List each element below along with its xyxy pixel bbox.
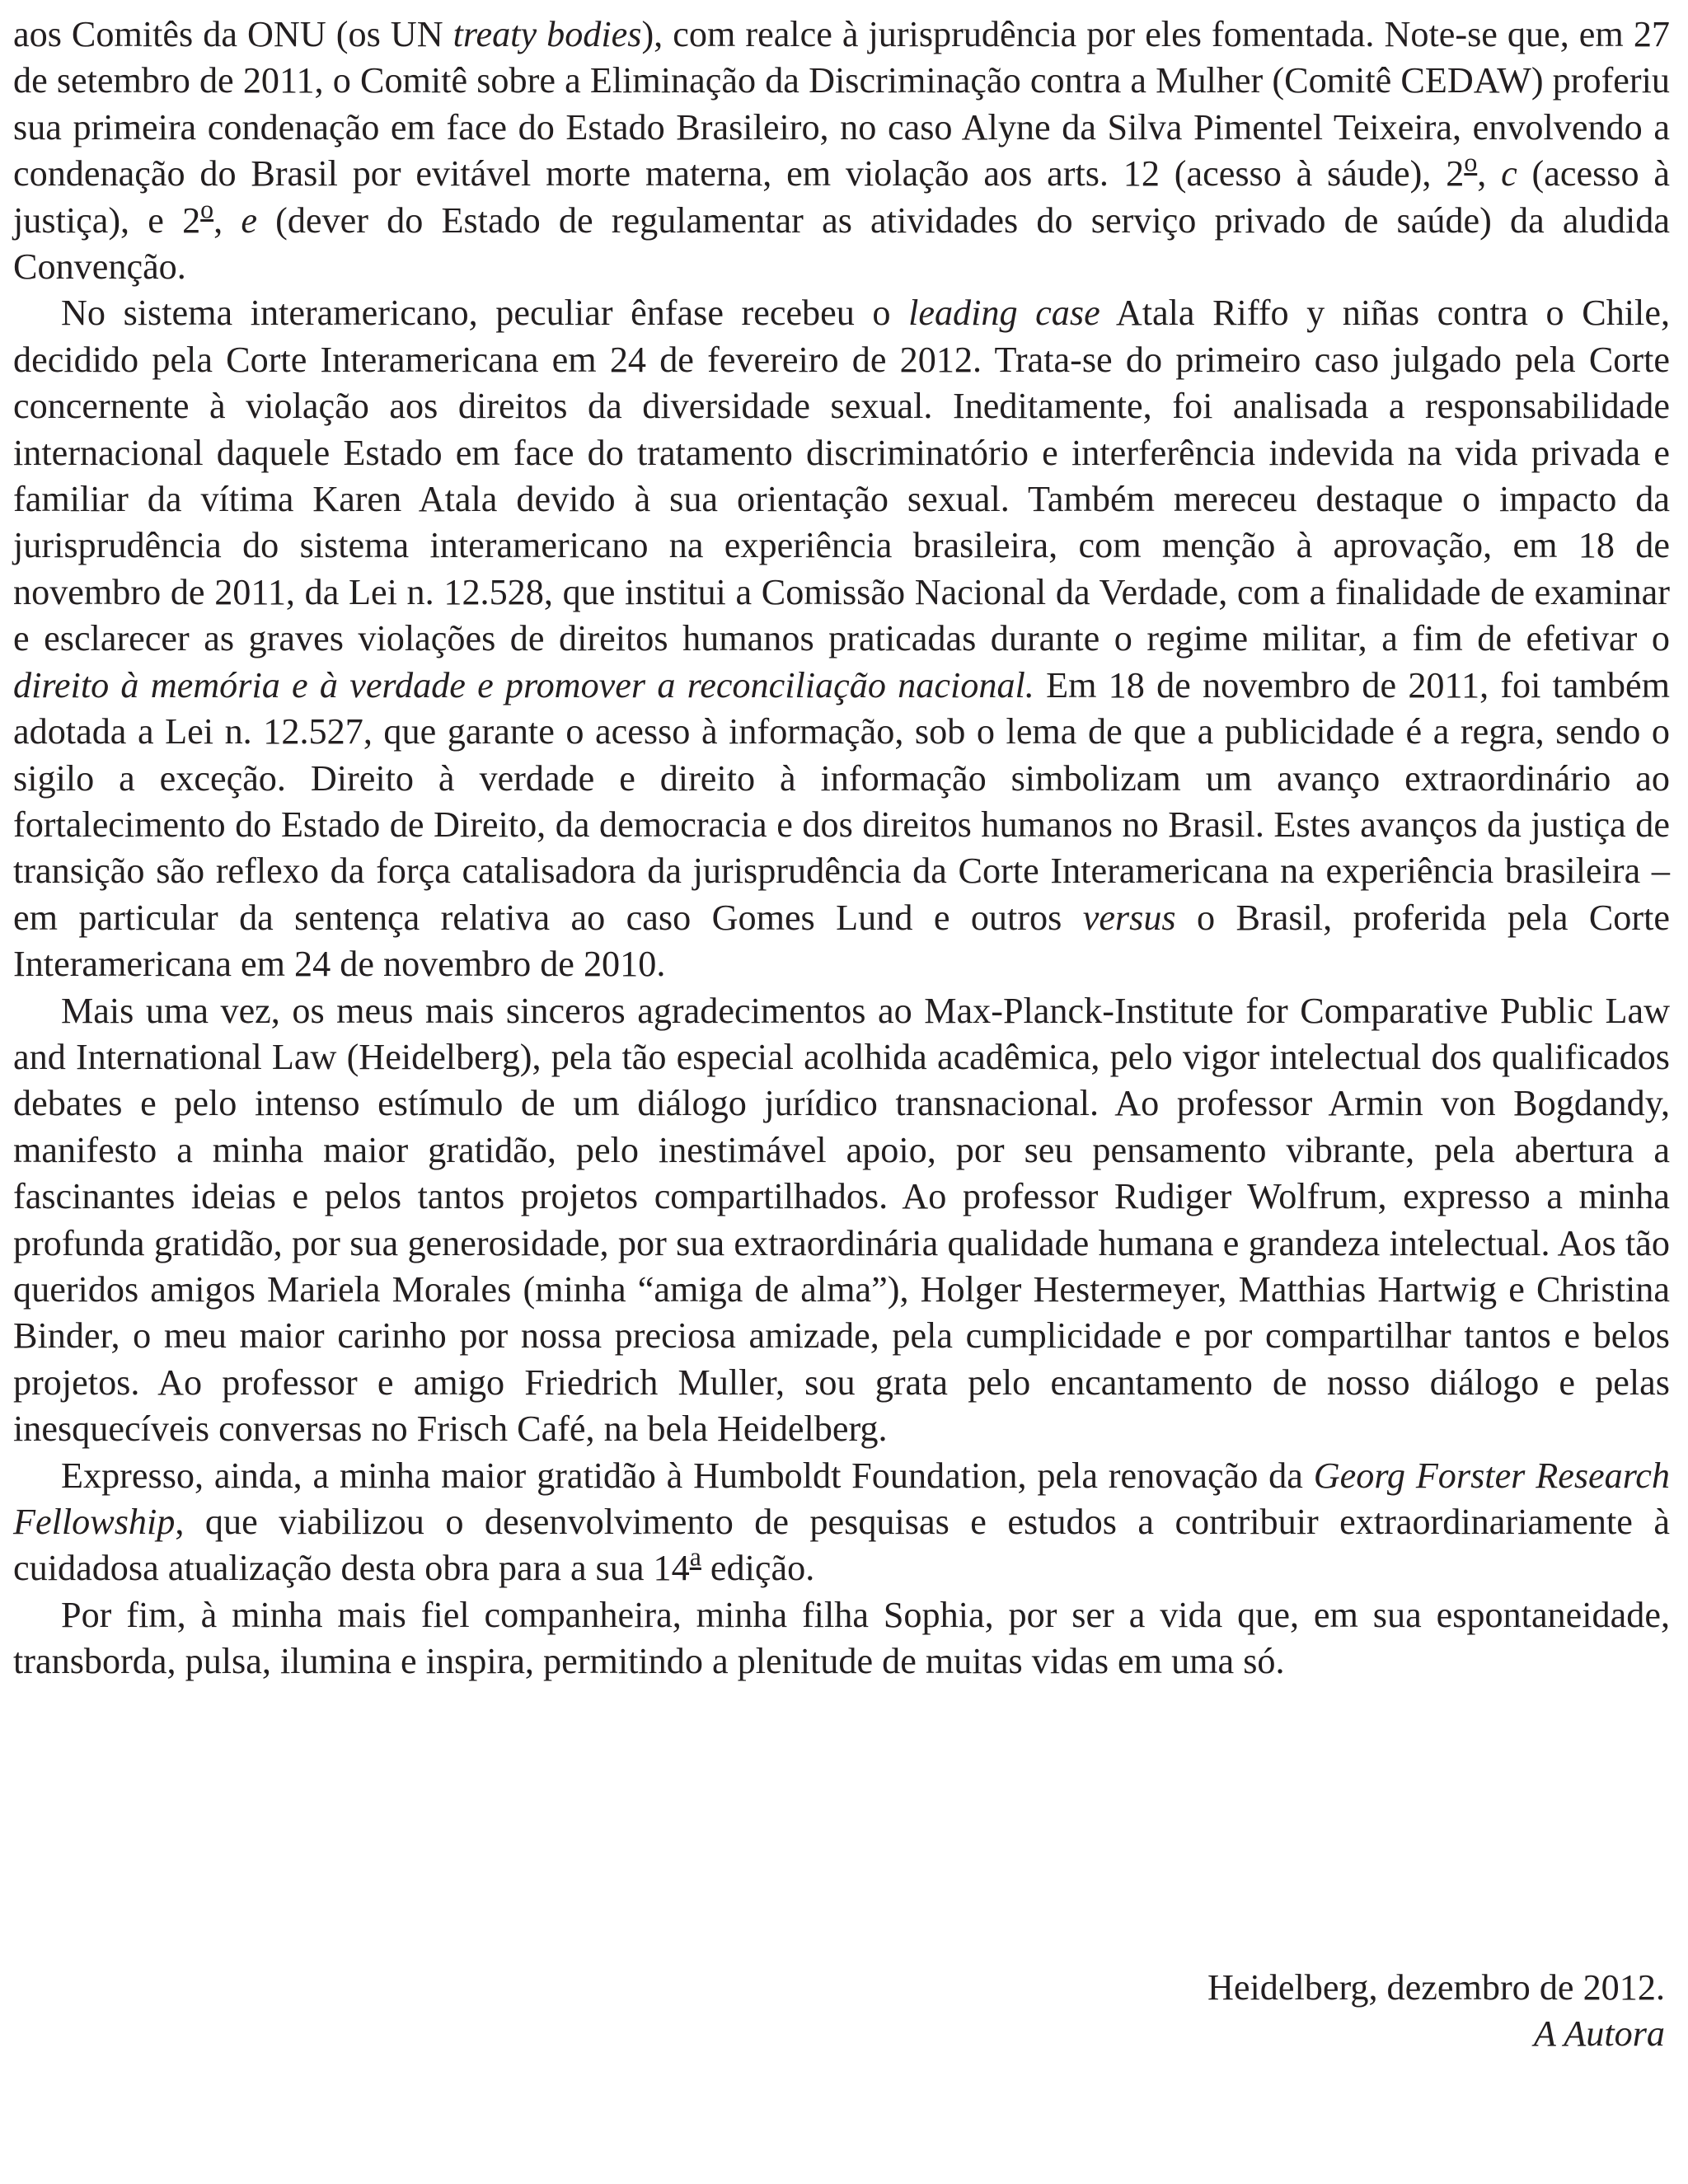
paragraph xyxy=(13,1453,1670,1592)
italic-run: e xyxy=(241,199,257,241)
italic-run: c xyxy=(1501,153,1517,194)
italic-run: versus xyxy=(1082,897,1176,938)
text-run: Mais uma vez, os meus mais sinceros agradecimentos ao Max-Planck-Institute for Comparative Public Law and International Law (Heidelberg), pela tão especial acolhida acadêmica, pelo vigor intelectual dos qualificados debates e pelo intenso estímulo de um diálogo jurídico transnacional. Ao professor Armin von Bogdandy, manifesto a minha maior gratidão, pelo inestimável apoio, por seu pensamento vibrante, pela abertura a fascinantes ideias e pelos tantos projetos compartilhados. Ao professor Rudiger Wolfrum, expresso a minha profunda gratidão, por sua generosidade, por sua extraordinária qualidade humana e grandeza intelectual. Aos tão queridos amigos Mariela Morales (minha “amiga de alma”), Holger Hestermeyer, Matthias Hartwig e Christina Binder, o meu maior carinho por nossa preciosa amizade, pela cumplicidade e por compartilhar tantos e belos projetos. Ao professor e amigo Friedrich Muller, sou grata pelo encantamento de nosso diálogo e pelas inesquecíveis conversas no Frisch Café, na bela Heidelberg. xyxy=(13,990,1670,1450)
italic-run: direito à memória e à verdade e promover a reconciliação nacional. xyxy=(13,664,1034,705)
italic-run: Georg Forster Research Fellowship xyxy=(13,1455,1670,1542)
text-run: , xyxy=(1477,153,1502,194)
text-run: , xyxy=(213,199,241,241)
ordinal-indicator: o xyxy=(200,194,214,224)
ordinal-indicator: a xyxy=(689,1542,701,1572)
text-run: (acesso à justiça), e 2 xyxy=(13,153,1670,241)
text-run: No sistema interamericano, peculiar ênfase recebeu o xyxy=(61,293,909,334)
text-run: Atala Riffo y niñas contra o Chile, decidido pela Corte Interamericana em 24 de fevereiro de 2012. Trata-se do primeiro caso julgado pela Corte concernente à violação aos direitos da diversidade sexual. Ineditamente, foi analisada a responsabilidade internacional daquele Estado em face do tratamento discriminatório e interferência indevida na vida privada e familiar da vítima Karen Atala devido à sua orientação sexual. Também mereceu destaque o impacto da jurisprudência do sistema interamericano na experiência brasileira, com menção à aprovação, em 18 de novembro de 2011, da Lei n. 12.528, que institui a Comissão Nacional da Verdade, com a finalidade de examinar e esclarecer as graves violações de direitos humanos praticadas durante o regime militar, a fim de efetivar o xyxy=(13,293,1670,659)
body-text xyxy=(13,12,1670,1685)
text-run: (dever do Estado de regulamentar as atividades do serviço privado de saúde) da aludida Convenção. xyxy=(13,199,1670,288)
paragraph xyxy=(13,12,1670,290)
italic-run: treaty bodies xyxy=(452,14,642,54)
paragraph xyxy=(13,988,1670,1453)
paragraph xyxy=(13,1592,1670,1685)
paragraph xyxy=(13,290,1670,987)
text-run: aos Comitês da ONU (os UN xyxy=(13,14,453,54)
text-run: ), com realce à jurisprudência por eles fomentada. Note-se que, em 27 de setembro de 2011, o Comitê sobre a Eliminação da Discriminação contra a Mulher (Comitê CEDAW) proferiu sua primeira condenação em face do Estado Brasileiro, no caso Alyne da Silva Pimentel Teixeira, envolvendo a condenação do Brasil por evitável morte materna, em violação aos arts. 12 (acesso à sáude), 2 xyxy=(13,14,1671,194)
ordinal-indicator: o xyxy=(1464,148,1478,177)
italic-run: leading case xyxy=(908,293,1100,334)
text-run: , que viabilizou o desenvolvimento de pesquisas e estudos a contribuir extraordinariamente à cuidadosa atualização desta obra para a sua 14 xyxy=(13,1502,1670,1589)
text-run: o Brasil, proferida pela Corte Interamericana em 24 de novembro de 2010. xyxy=(13,897,1670,985)
text-run: Por fim, à minha mais fiel companheira, minha filha Sophia, por ser a vida que, em sua espontaneidade, transborda, pulsa, ilumina e inspira, permitindo a plenitude de muitas vidas em uma só. xyxy=(13,1594,1670,1682)
text-run: Em 18 de novembro de 2011, foi também adotada a Lei n. 12.527, que garante o acesso à informação, sob o lema de que a publicidade é a regra, sendo o sigilo a exceção. Direito à verdade e direito à informação simbolizam um avanço extraordinário ao fortalecimento do Estado de Direito, da democracia e dos direitos humanos no Brasil. Estes avanços da justiça de transição são reflexo da força catalisadora da jurisprudência da Corte Interamericana na experiência brasileira – em particular da sentença relativa ao caso Gomes Lund e outros xyxy=(13,664,1670,938)
text-run: Expresso, ainda, a minha maior gratidão à Humboldt Foundation, pela renovação da xyxy=(61,1455,1314,1496)
signature-place-date: Heidelberg, dezembro de 2012. xyxy=(1207,1967,1665,2008)
text-run: edição. xyxy=(701,1548,815,1589)
signature-author: A Autora xyxy=(1533,2013,1665,2054)
